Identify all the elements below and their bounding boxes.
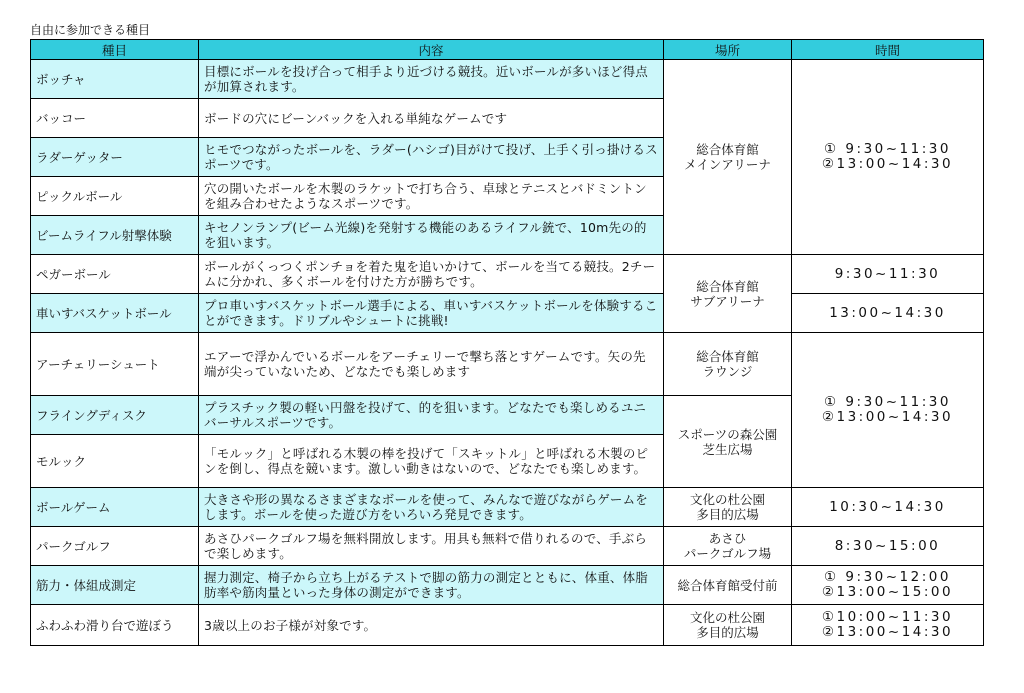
header-event: 種目 (31, 40, 199, 60)
header-content: 内容 (199, 40, 664, 60)
event-time: 9:30~11:30 (792, 255, 984, 294)
event-name: ビームライフル射撃体験 (31, 216, 199, 255)
header-time: 時間 (792, 40, 984, 60)
event-time (792, 60, 984, 255)
events-table (30, 39, 984, 646)
time-line: ②13:00~14:30 (821, 156, 954, 172)
event-time (792, 333, 984, 488)
event-name: ピックルボール (31, 177, 199, 216)
place-line: 多目的広場 (696, 625, 759, 640)
event-name: ペガーボール (31, 255, 199, 294)
table-row (31, 294, 984, 333)
place-line: 総合体育館受付前 (677, 577, 778, 593)
place-line: メインアリーナ (684, 157, 771, 172)
event-description: 穴の開いたボールを木製のラケットで打ち合う、卓球とテニスとバドミントンを組み合わせたようなスポーツです。 (199, 177, 664, 216)
place-line: サブアリーナ (690, 293, 765, 309)
event-place (664, 255, 792, 333)
time-line: ②13:00~14:30 (821, 624, 954, 640)
table-row (31, 566, 984, 605)
event-description: 「モルック」と呼ばれる木製の棒を投げて「スキットル」と呼ばれる木製のピンを倒し、得点を競います。激しい動きはないので、どなたでも楽しめます。 (199, 435, 664, 488)
place-line: 多目的広場 (696, 507, 759, 522)
place-line: パークゴルフ場 (683, 546, 772, 561)
event-name: 筋力・体組成測定 (31, 566, 199, 605)
place-line: 文化の杜公園 (689, 610, 765, 625)
time-line: ① 9:30~11:30 (824, 141, 951, 157)
event-description: プラスチック製の軽い円盤を投げて、的を狙います。どなたでも楽しめるユニバーサルスポーツです。 (199, 396, 664, 435)
event-time: 8:30~15:00 (792, 527, 984, 566)
place-line: 総合体育館 (696, 142, 759, 157)
place-line: 芝生広場 (702, 441, 753, 457)
event-time (792, 566, 984, 605)
place-line: 文化の杜公園 (689, 492, 765, 507)
event-place (664, 488, 792, 527)
event-description: 大きさや形の異なるさまざまなボールを使って、みんなで遊びながらゲームをします。ボールを使った遊び方をいろいろ発見できます。 (199, 488, 664, 527)
place-line: スポーツの森公園 (677, 426, 778, 442)
event-description: キセノンランプ(ビーム光線)を発射する機能のあるライフル銃で、10m先の的を狙います。 (199, 216, 664, 255)
event-time: 10:30~14:30 (792, 488, 984, 527)
table-row (31, 527, 984, 566)
event-name: パークゴルフ (31, 527, 199, 566)
time-line: ① 9:30~11:30 (824, 394, 951, 410)
event-place (664, 333, 792, 396)
event-description: ボードの穴にビーンバックを入れる単純なゲームです (199, 99, 664, 138)
event-description: ボールがくっつくポンチョを着た鬼を追いかけて、ボールを当てる競技。2チームに分かれ、多くボールを付けた方が勝ちです。 (199, 255, 664, 294)
header-row (31, 40, 984, 60)
place-line: ラウンジ (702, 364, 753, 379)
place-line: 総合体育館 (696, 349, 759, 364)
event-description: 目標にボールを投げ合って相手より近づける競技。近いボールが多いほど得点が加算されます。 (199, 60, 664, 99)
event-name: フライングディスク (31, 396, 199, 435)
place-line: あさひ (708, 531, 747, 546)
event-name: ラダーゲッター (31, 138, 199, 177)
event-place (664, 60, 792, 255)
event-place (664, 396, 792, 488)
event-name: モルック (31, 435, 199, 488)
time-line: ②13:00~15:00 (821, 584, 954, 600)
table-caption: 自由に参加できる種目 (30, 23, 151, 37)
event-name: ふわふわ滑り台で遊ぼう (31, 605, 199, 646)
event-description: エアーで浮かんでいるボールをアーチェリーで撃ち落とすゲームです。矢の先端が尖っていないため、どなたでも楽しめます (199, 333, 664, 396)
event-time: 13:00~14:30 (792, 294, 984, 333)
event-description: ヒモでつながったボールを、ラダー(ハシゴ)目がけて投げ、上手く引っ掛けるスポーツです。 (199, 138, 664, 177)
event-name: バッコー (31, 99, 199, 138)
event-name: 車いすバスケットボール (31, 294, 199, 333)
time-line: ①10:00~11:30 (821, 609, 954, 625)
table-row (31, 605, 984, 646)
event-place (664, 527, 792, 566)
table-row (31, 60, 984, 99)
event-place (664, 605, 792, 646)
event-place (664, 566, 792, 605)
time-line: ① 9:30~12:00 (824, 569, 951, 585)
table-row (31, 488, 984, 527)
table-row (31, 333, 984, 396)
event-name: ボッチャ (31, 60, 199, 99)
event-description: 3歳以上のお子様が対象です。 (199, 605, 664, 646)
event-description: プロ車いすバスケットボール選手による、車いすバスケットボールを体験することができます。ドリブルやシュートに挑戦! (199, 294, 664, 333)
event-name: ボールゲーム (31, 488, 199, 527)
event-name: アーチェリーシュート (31, 333, 199, 396)
event-description: あさひパークゴルフ場を無料開放します。用具も無料で借りれるので、手ぶらで楽しめます。 (199, 527, 664, 566)
table-row (31, 255, 984, 294)
header-place: 場所 (664, 40, 792, 60)
event-time (792, 605, 984, 646)
event-description: 握力測定、椅子から立ち上がるテストで脚の筋力の測定とともに、体重、体脂肪率や筋肉量といった身体の測定ができます。 (199, 566, 664, 605)
time-line: ②13:00~14:30 (821, 409, 954, 425)
place-line: 総合体育館 (696, 278, 759, 294)
